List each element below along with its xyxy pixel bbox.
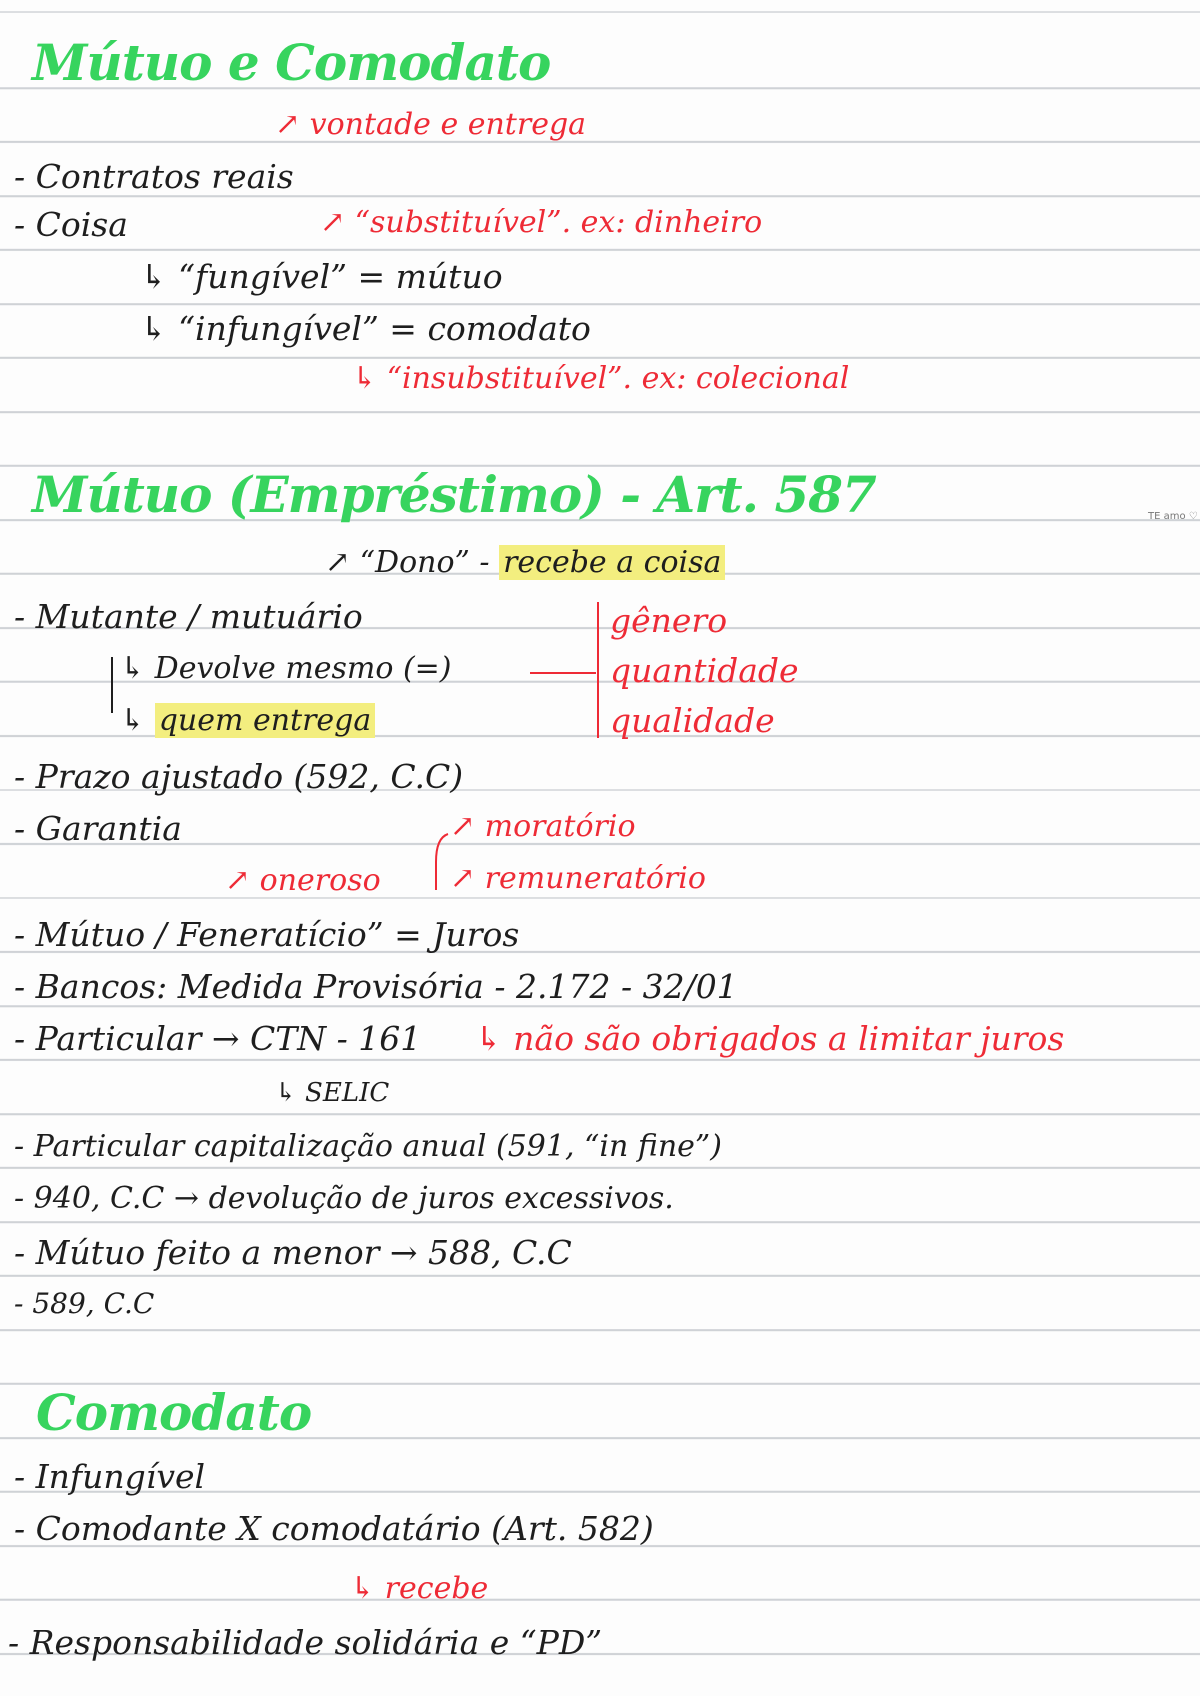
line-940: - 940, C.C → devolução de juros excessivos. (14, 1181, 674, 1216)
line-selic: ↳ SELIC (275, 1078, 390, 1108)
note-dono-highlight: recebe a coisa (499, 545, 725, 580)
title-mutuo-emprestimo: Mútuo (Empréstimo) - Art. 587 (32, 465, 876, 524)
corner-note: TE amo ♡ (1148, 511, 1198, 522)
note-substituivel: ↗ “substituível”. ex: dinheiro (320, 205, 763, 240)
title-comodato: Comodato (36, 1383, 312, 1442)
line-responsabilidade: - Responsabilidade solidária e “PD” (8, 1623, 603, 1662)
garantia-bracket (432, 832, 452, 894)
line-589: - 589, C.C (14, 1287, 155, 1320)
line-quem-entrega (120, 703, 375, 738)
line-devolve: ↳ Devolve mesmo (=) (120, 651, 452, 686)
list-item-genero: gênero (610, 601, 728, 640)
line-infungivel: ↳ “infungível” = comodato (140, 309, 591, 348)
note-insubstituivel: ↳ “insubstituível”. ex: colecional (352, 361, 850, 396)
note-dono-prefix: ↗ “Dono” - (325, 545, 490, 580)
note-vontade-entrega: ↗ vontade e entrega (275, 107, 587, 142)
list-bracket (595, 600, 601, 740)
line-particular-ctn: - Particular → CTN - 161 (14, 1019, 422, 1058)
note-nao-sao-obrigados: ↳ não são obrigados a limitar juros (475, 1019, 1065, 1058)
line-infungivel-2: - Infungível (14, 1457, 206, 1496)
list-item-quantidade: quantidade (610, 651, 799, 690)
note-dono (325, 545, 725, 580)
line-mutuo-menor: - Mútuo feito a menor → 588, C.C (14, 1233, 572, 1272)
line-garantia: - Garantia (14, 809, 182, 848)
line-contratos-reais: - Contratos reais (14, 157, 294, 196)
title-mutuo-comodato: Mútuo e Comodato (32, 33, 551, 92)
line-mutante: - Mutante / mutuário (14, 597, 363, 636)
line-quem-prefix: ↳ (120, 703, 146, 738)
line-fungivel: ↳ “fungível” = mútuo (140, 257, 503, 296)
note-moratorio: ↗ moratório (450, 809, 636, 844)
note-oneroso: ↗ oneroso (225, 863, 381, 898)
note-recebe: ↳ recebe (350, 1571, 489, 1606)
line-capitalizacao: - Particular capitalização anual (591, “in fine”) (14, 1129, 722, 1164)
note-remuneratorio: ↗ remuneratório (450, 861, 706, 896)
connector-line (530, 670, 600, 676)
line-feneraticio: - Mútuo / Feneratício” = Juros (14, 915, 520, 954)
line-bancos: - Bancos: Medida Provisória - 2.172 - 32/01 (14, 967, 738, 1006)
list-item-qualidade: qualidade (610, 701, 775, 740)
line-prazo: - Prazo ajustado (592, C.C) (14, 757, 464, 796)
bracket-line (108, 655, 118, 717)
line-quem-highlight: quem entrega (155, 703, 376, 738)
line-comodante: - Comodante X comodatário (Art. 582) (14, 1509, 654, 1548)
line-coisa: - Coisa (14, 205, 128, 244)
